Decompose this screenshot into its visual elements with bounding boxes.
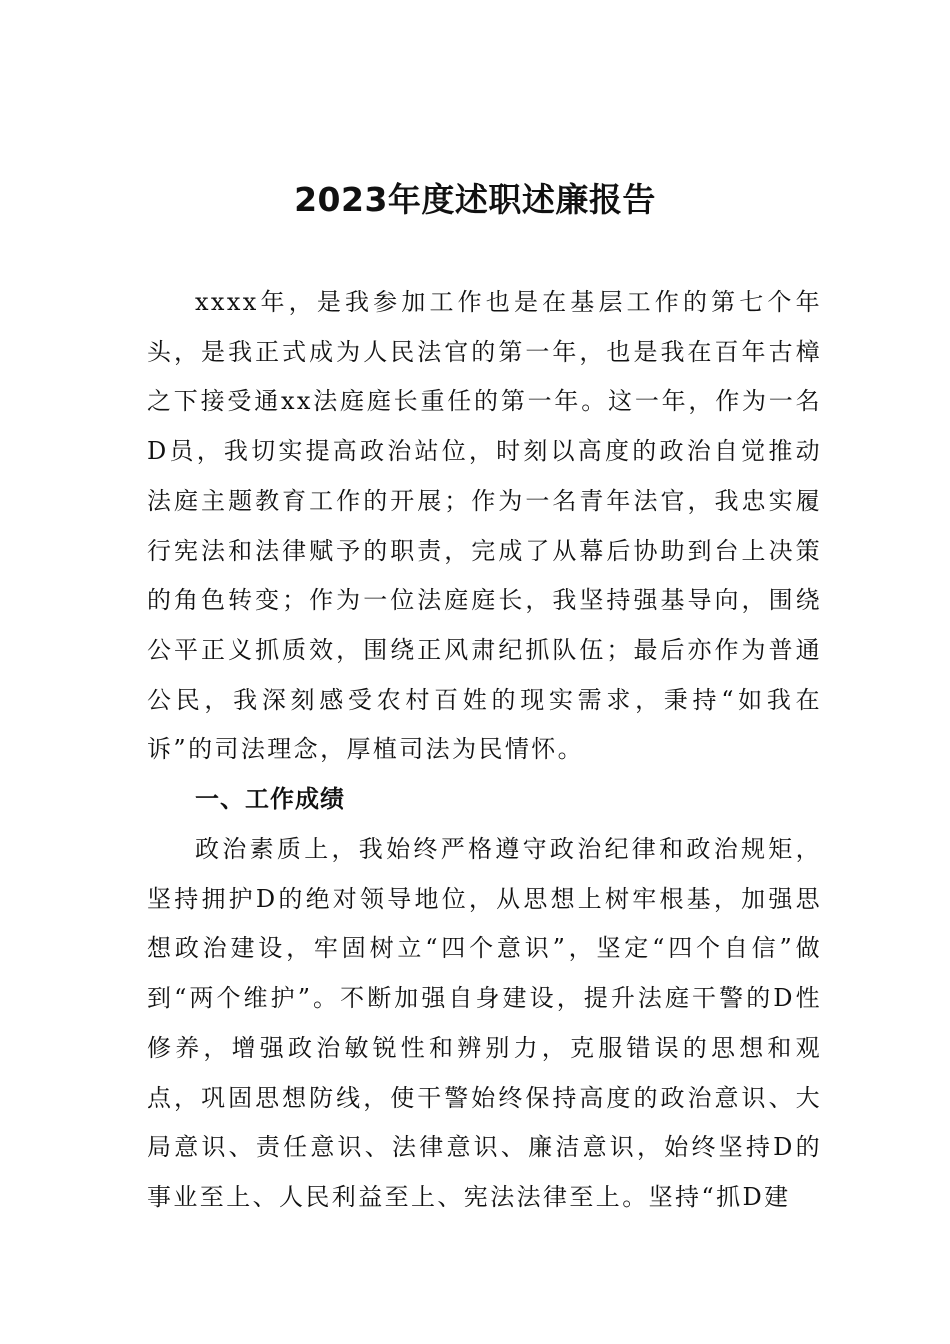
section-heading: 一、工作成绩: [195, 785, 345, 813]
document-title: 2023年度述职述廉报告: [294, 180, 656, 219]
intro-paragraph: xxxx年，是我参加工作也是在基层工作的第七个年头，是我正式成为人民法官的第一年，也是我在百年古樟之下接受通xx法庭庭长重任的第一年。这一年，作为一名D员，我切实提高政治站位，时刻以高度的政治自觉推动法庭主题教育工作的开展；作为一名青年法官，我忠实履行宪法和法律赋予的职责，完成了从幕后协助到台上决策的角色转变；作为一位法庭庭长，我坚持强基导向，围绕公平正义抓质效，围绕正风肃纪抓队伍；最后亦作为普通公民，我深刻感受农村百姓的现实需求，秉持“如我在诉”的司法理念，厚植司法为民情怀。: [147, 288, 822, 764]
section-paragraph: 政治素质上，我始终严格遵守政治纪律和政治规矩，坚持拥护D的绝对领导地位，从思想上树牢根基，加强思想政治建设，牢固树立“四个意识”，坚定“四个自信”做到“两个维护”。不断加强自身建设，提升法庭干警的D性修养，增强政治敏锐性和辨别力，克服错误的思想和观点，巩固思想防线，使干警始终保持高度的政治意识、大局意识、责任意识、法律意识、廉洁意识，始终坚持D的事业至上、人民利益至上、宪法法律至上。坚持“抓D建: [147, 835, 822, 1211]
